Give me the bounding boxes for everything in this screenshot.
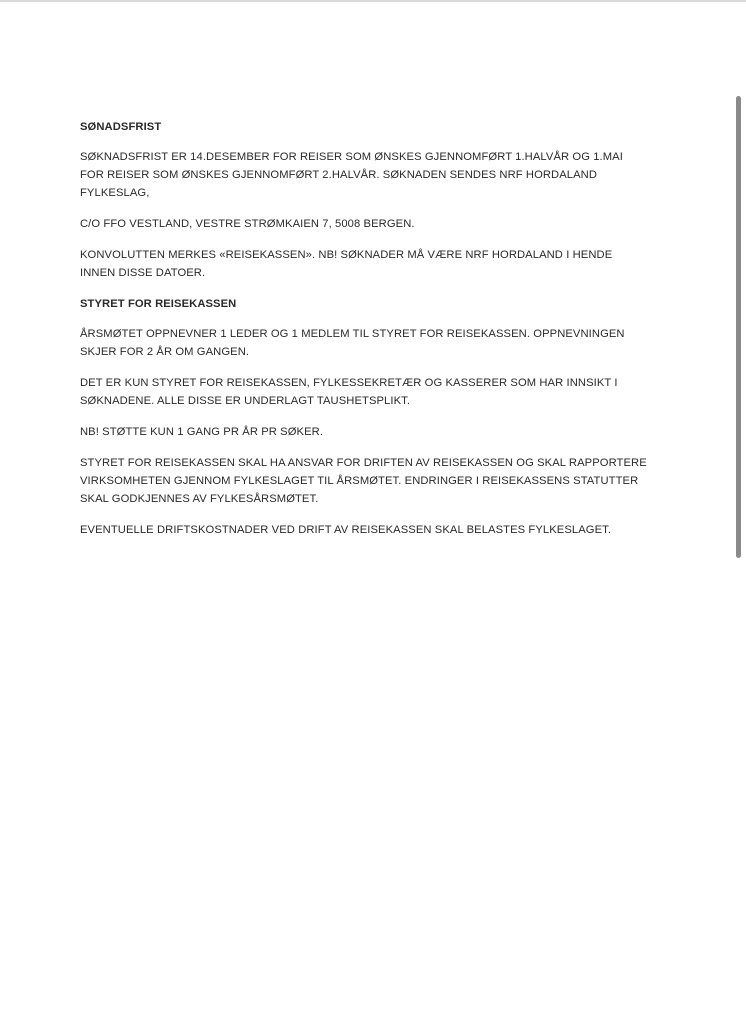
paragraph-responsibility: STYRET FOR REISEKASSEN SKAL HA ANSVAR FOR DRIFTEN AV REISEKASSEN OG SKAL RAPPORTERE VIRKSOMHETEN GJENNOM FYLKESLAGET TIL ÅRSMØTET. ENDRINGER I REISEKASSENS STATUTTER SKAL GODKJENNES AV FYLKESÅRSMØTET. bbox=[80, 457, 647, 505]
document-page bbox=[0, 2, 746, 1024]
document-content bbox=[80, 118, 650, 552]
paragraph-address: C/O FFO VESTLAND, VESTRE STRØMKAIEN 7, 5008 BERGEN. bbox=[80, 218, 415, 230]
paragraph-support-limit: NB! STØTTE KUN 1 GANG PR ÅR PR SØKER. bbox=[80, 426, 324, 438]
paragraph-deadline: SØKNADSFRIST ER 14.DESEMBER FOR REISER SOM ØNSKES GJENNOMFØRT 1.HALVÅR OG 1.MAI FOR REISER SOM ØNSKES GJENNOMFØRT 2.HALVÅR. SØKNADEN SENDES NRF HORDALAND FYLKESLAG, bbox=[80, 151, 623, 199]
heading-soknadsfrist: SØNADSFRIST bbox=[80, 121, 162, 133]
paragraph-envelope: KONVOLUTTEN MERKES «REISEKASSEN». NB! SØKNADER MÅ VÆRE NRF HORDALAND I HENDE INNEN DISSE DATOER. bbox=[80, 249, 613, 279]
paragraph-costs: EVENTUELLE DRIFTSKOSTNADER VED DRIFT AV REISEKASSEN SKAL BELASTES FYLKESLAGET. bbox=[80, 524, 612, 536]
heading-styret: STYRET FOR REISEKASSEN bbox=[80, 298, 237, 310]
scrollbar-thumb[interactable] bbox=[736, 96, 741, 558]
paragraph-appointment: ÅRSMØTET OPPNEVNER 1 LEDER OG 1 MEDLEM TIL STYRET FOR REISEKASSEN. OPPNEVNINGEN SKJER FOR 2 ÅR OM GANGEN. bbox=[80, 328, 625, 358]
paragraph-confidentiality: DET ER KUN STYRET FOR REISEKASSEN, FYLKESSEKRETÆR OG KASSERER SOM HAR INNSIKT I SØKNADENE. ALLE DISSE ER UNDERLAGT TAUSHETSPLIKT. bbox=[80, 377, 618, 407]
